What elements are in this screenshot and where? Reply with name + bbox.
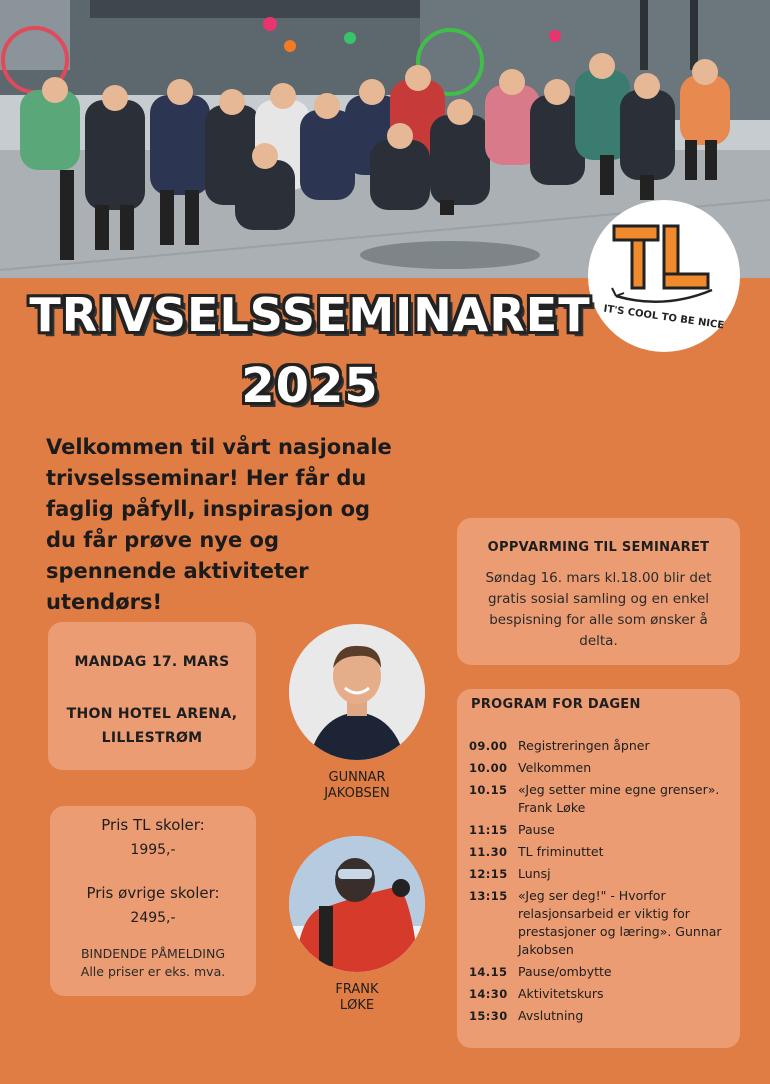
program-activity: TL friminuttet <box>518 844 604 859</box>
price-tl-label: Pris TL skoler: <box>101 816 205 834</box>
page-title: TRIVSELSSEMINARET <box>29 288 591 342</box>
program-activity: Registreringen åpner <box>518 738 650 753</box>
program-activity: Pause <box>518 822 555 837</box>
program-time: 10.00 <box>469 761 508 775</box>
program-time: 09.00 <box>469 739 508 753</box>
program-activity: Aktivitetskurs <box>518 986 604 1001</box>
speaker-photo-frank <box>289 836 425 972</box>
program-time: 14.15 <box>469 965 508 979</box>
logo-letters: TL <box>588 200 590 201</box>
speaker-portrait-2 <box>289 836 425 972</box>
intro-text: Velkommen til vårt nasjonale trivselsseminar! Her får du faglig påfyll, inspirasjon og du får prøve nye og spennende aktiviteter utendørs! <box>46 435 392 614</box>
program-box <box>457 689 740 1048</box>
speaker-portrait-1 <box>289 624 425 760</box>
speaker-name-1 <box>287 770 427 802</box>
program-time: 15:30 <box>469 1009 508 1023</box>
vat-note: Alle priser er eks. mva. <box>80 964 226 979</box>
program-time: 11.30 <box>469 845 508 859</box>
program-time: 10.15 <box>469 783 508 797</box>
speaker-2-first: FRANK <box>335 982 379 997</box>
binding-registration: BINDENDE PÅMELDING <box>80 946 226 961</box>
speaker-1-first: GUNNAR <box>328 770 386 785</box>
price-tl-value: 1995,- <box>130 842 176 858</box>
program-heading: PROGRAM FOR DAGEN <box>471 697 641 712</box>
warmup-heading: OPPVARMING TIL SEMINARET <box>487 540 710 555</box>
price-box <box>50 806 256 996</box>
warmup-text: Søndag 16. mars kl.18.00 blir det gratis sosial samling og en enkel bespisning for alle som ønsker å delta. <box>485 570 712 649</box>
program-activity: Velkommen <box>518 760 592 775</box>
program-activity: «Jeg setter mine egne grenser». Frank Løke <box>518 782 720 815</box>
warmup-box <box>457 518 740 665</box>
price-other-label: Pris øvrige skoler: <box>86 884 220 902</box>
program-time: 13:15 <box>469 889 508 903</box>
program-activity: Lunsj <box>518 866 551 881</box>
price-other-value: 2495,- <box>130 910 176 926</box>
page-title-year: 2025 <box>241 358 379 414</box>
program-activity: Pause/ombytte <box>518 964 612 979</box>
speaker-photo-gunnar <box>289 624 425 760</box>
logo-tagline: IT'S COOL TO BE NICE <box>602 303 725 332</box>
program-time: 14:30 <box>469 987 508 1001</box>
speaker-name-2 <box>287 982 427 1014</box>
program-time: 11:15 <box>469 823 508 837</box>
event-date: MANDAG 17. MARS <box>74 654 230 670</box>
program-activity: Avslutning <box>518 1008 584 1023</box>
program-activity: «Jeg ser deg!" - Hvorfor relasjonsarbeid er viktig for prestasjoner og læring». Gunnar Jakobsen <box>518 888 722 957</box>
program-time: 12:15 <box>469 867 508 881</box>
speaker-2-last: LØKE <box>339 998 375 1013</box>
speaker-1-last: JAKOBSEN <box>324 786 390 801</box>
event-venue-line2: LILLESTRØM <box>101 730 203 746</box>
event-info-box <box>48 622 256 770</box>
event-venue-line1: THON HOTEL ARENA, <box>66 706 238 722</box>
